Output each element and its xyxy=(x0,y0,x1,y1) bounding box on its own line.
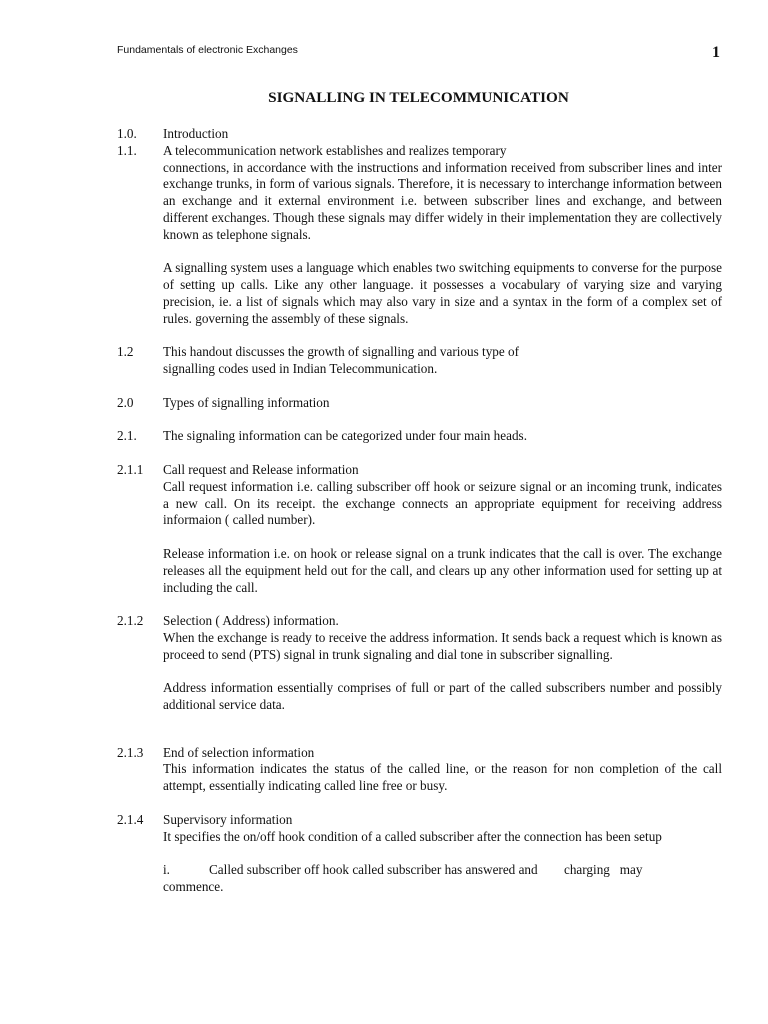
paragraph: Release information i.e. on hook or release signal on a trunk indicates that the call is over. The exchange releases all the equipment held out for the call, and clears up any other information used for setting up at including the call. xyxy=(163,545,722,595)
section-number: 2.0 xyxy=(117,394,134,410)
section-heading: End of selection information xyxy=(163,744,315,760)
section-2-1 xyxy=(117,428,722,445)
section-2-1-4 xyxy=(117,812,722,896)
paragraph: This information indicates the status of the called line, or the reason for non completion of the call attempt, essentially indicating called line free or busy. xyxy=(163,761,722,794)
section-heading: Types of signalling information xyxy=(163,394,330,410)
section-text-line: The signaling information can be categorized under four main heads. xyxy=(163,428,527,444)
section-heading: Introduction xyxy=(163,126,229,141)
list-item-text: Called subscriber off hook called subscriber has answered and charging may xyxy=(209,862,643,878)
section-heading: Call request and Release information xyxy=(163,461,359,477)
paragraph: When the exchange is ready to receive the address information. It sends back a request which is known as proceed to send (PTS) signal in trunk signaling and dial tone in subscriber signalling. xyxy=(163,629,722,662)
paragraph: Address information essentially comprises of full or part of the called subscribers number and possibly additional service data. xyxy=(163,680,722,713)
section-number: 2.1.3 xyxy=(117,744,144,760)
section-lead-line: A telecommunication network establishes and realizes temporary xyxy=(163,142,507,158)
paragraph: connections, in accordance with the instructions and information received from subscriber lines and inter exchange trunks, in form of various signals. Therefore, it is necessary to interchange information between an exchange and it external environment i.e. between subscriber lines and exchange, and between different exchanges. Though these signals may differ widely in their implementation they are collectively known as telephone signals. xyxy=(163,159,722,242)
paragraph: Call request information i.e. calling subscriber off hook or seizure signal or an incoming trunk, indicates a new call. On its receipt. the exchange connects an appropriate equipment for receiving address informaion ( called number). xyxy=(163,478,722,528)
paragraph: A signalling system uses a language which enables two switching equipments to converse for the purpose of setting up calls. Like any other language. it possesses a vocabulary of varying size and varying precision, ie. a list of signals which may also vary in size and a syntax in the form of a complex set of rules. governing the assembly of these signals. xyxy=(163,260,722,326)
document-body xyxy=(117,126,722,896)
running-header-title: Fundamentals of electronic Exchanges xyxy=(117,44,298,56)
section-text-line: This handout discusses the growth of signalling and various type of xyxy=(163,344,520,360)
section-2-1-3 xyxy=(117,745,722,795)
section-1-2 xyxy=(117,344,722,378)
section-number: 1.2 xyxy=(117,344,134,360)
section-text-line: signalling codes used in Indian Telecommunication. xyxy=(163,361,438,377)
page-number: 1 xyxy=(712,44,720,61)
list-item-marker: i. xyxy=(163,862,170,878)
section-number: 2.1.4 xyxy=(117,811,144,827)
section-1-0 xyxy=(117,126,722,143)
section-heading: Selection ( Address) information. xyxy=(163,613,339,629)
list-item xyxy=(117,862,722,879)
section-heading: Supervisory information xyxy=(163,811,293,827)
paragraph: It specifies the on/off hook condition of a called subscriber after the connection has been setup xyxy=(163,828,662,844)
section-number: 2.1.1 xyxy=(117,461,144,477)
section-1-1 xyxy=(117,143,722,328)
section-2-0 xyxy=(117,395,722,412)
section-number: 1.0. xyxy=(117,126,137,141)
document-title: SIGNALLING IN TELECOMMUNICATION xyxy=(268,89,569,106)
section-2-1-1 xyxy=(117,462,722,596)
section-2-1-2 xyxy=(117,613,722,714)
list-item-continuation: commence. xyxy=(163,879,224,895)
section-number: 2.1. xyxy=(117,428,137,444)
section-number: 1.1. xyxy=(117,142,137,158)
section-number: 2.1.2 xyxy=(117,613,144,629)
